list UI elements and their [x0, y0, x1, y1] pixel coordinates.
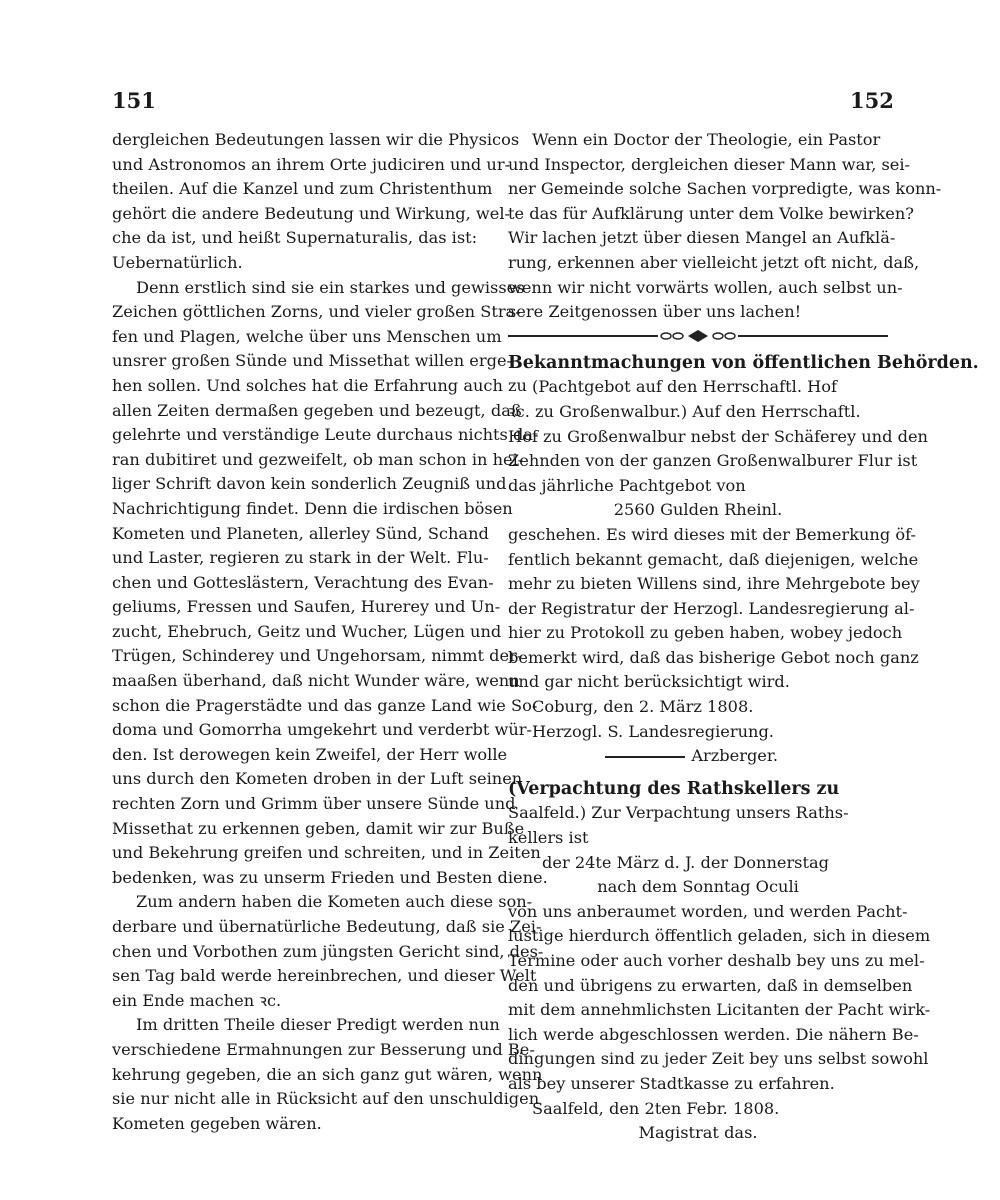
text-line: und gar nicht berücksichtigt wird.	[508, 672, 790, 692]
lease-amount: 2560 Gulden Rheinl.	[613, 500, 783, 520]
auction-term: der 24te März d. J. der Donnerstag	[542, 852, 830, 872]
auction-term: nach dem Sonntag Oculi	[597, 877, 799, 897]
notice-date: Saalfeld, den 2ten Febr. 1808.	[532, 1098, 780, 1118]
text-line: hen sollen. Und solches hat die Erfahrung auch zu	[112, 375, 527, 395]
text-line: den und übrigens zu erwarten, daß in demselben	[508, 975, 913, 995]
text-line: fentlich bekannt gemacht, daß diejenigen, welche	[508, 549, 919, 569]
text-line: ein Ende machen ꝛc.	[112, 990, 282, 1010]
text-line: sere Zeitgenossen über uns lachen!	[508, 302, 802, 322]
text-line: bemerkt wird, daß das bisherige Gebot noch ganz	[508, 647, 919, 667]
text-line: hier zu Protokoll zu geben haben, wobey jedoch	[508, 623, 903, 643]
section-heading: Bekanntmachungen von öffentlichen Behörden.	[508, 352, 979, 373]
text-line: Saalfeld.) Zur Verpachtung unsers Raths-	[508, 803, 849, 823]
text-line: das jährliche Pachtgebot von	[508, 475, 746, 495]
text-line: allen Zeiten dermaßen gegeben und bezeugt, daß	[112, 400, 522, 420]
text-line: Termine oder auch vorher deshalb bey uns zu mel-	[508, 951, 925, 970]
notice-signature	[508, 744, 888, 769]
text-line: Kometen gegeben wären.	[112, 1113, 322, 1133]
text-line: fen und Plagen, welche über uns Menschen um	[112, 326, 502, 346]
paragraph-start-line: Zum andern haben die Kometen auch diese son-	[136, 892, 533, 912]
text-line: maaßen überhand, daß nicht Wunder wäre, wenn	[112, 671, 520, 691]
text-line: Zeichen göttlichen Zorns, und vieler großen Stra-	[112, 302, 521, 322]
text-line: bedenken, was zu unserm Frieden und Besten diene.	[112, 867, 548, 887]
text-line: sen Tag bald werde hereinbrechen, und dieser Welt	[112, 966, 537, 986]
text-line: dergleichen Bedeutungen lassen wir die Physicos	[112, 130, 520, 149]
notice-authority: Herzogl. S. Landesregierung.	[532, 721, 774, 741]
notice-title-line: (Pachtgebot auf den Herrschaftl. Hof	[532, 377, 837, 397]
text-line: und Bekehrung greifen und schreiten, und in Zeiten	[112, 843, 541, 863]
text-line: gehört die andere Bedeutung und Wirkung, wel-	[112, 203, 510, 223]
right-column	[508, 128, 979, 1146]
notice-date: Coburg, den 2. März 1808.	[532, 697, 754, 717]
text-line: dingungen sind zu jeder Zeit bey uns selbst sowohl	[508, 1049, 929, 1069]
signature-rule	[605, 756, 685, 758]
text-line: sie nur nicht alle in Rücksicht auf den unschuldigen	[112, 1089, 540, 1109]
text-line: te das für Aufklärung unter dem Volke bewirken?	[508, 203, 914, 223]
text-line: derbare und übernatürliche Bedeutung, daß sie Zei-	[112, 917, 542, 936]
text-line: kellers ist	[508, 828, 589, 848]
text-line: che da ist, und heißt Supernaturalis, das ist:	[112, 228, 478, 248]
text-line: gelehrte und verständige Leute durchaus nichts da-	[112, 425, 539, 445]
text-line: zucht, Ehebruch, Geitz und Wucher, Lügen und	[112, 621, 502, 641]
notice-signature: Magistrat das.	[638, 1123, 758, 1143]
text-line: den. Ist derowegen kein Zweifel, der Herr wolle	[112, 744, 508, 764]
text-line: uns durch den Kometen droben in der Luft seinen	[112, 769, 523, 789]
text-line: von uns anberaumet worden, und werden Pacht-	[508, 901, 908, 921]
text-line: ꝛc. zu Großenwalbur.) Auf den Herrschaftl.	[508, 401, 861, 421]
text-line: Nachrichtigung findet. Denn die irdischen bösen	[112, 498, 513, 518]
text-line: Kometen und Planeten, allerley Sünd, Schand	[112, 523, 489, 543]
paragraph-start-line: Denn erstlich sind sie ein starkes und gewisses	[136, 277, 525, 297]
text-line: Wir lachen jetzt über diesen Mangel an Aufklä-	[508, 228, 896, 248]
text-line: ner Gemeinde solche Sachen vorpredigte, was konn-	[508, 179, 942, 199]
text-line: geliums, Fressen und Saufen, Hurerey und Un-	[112, 597, 501, 617]
page-number-right: 152	[850, 88, 894, 113]
paragraph-start-line: Wenn ein Doctor der Theologie, ein Pastor	[532, 130, 881, 149]
text-line: doma und Gomorrha umgekehrt und verderbt wür-	[112, 720, 533, 740]
text-line: wenn wir nicht vorwärts wollen, auch selbst un-	[508, 277, 903, 297]
paragraph-start-line: Im dritten Theile dieser Predigt werden nun	[136, 1015, 500, 1035]
text-line: unsrer großen Sünde und Missethat willen erge-	[112, 351, 513, 371]
text-line: rung, erkennen aber vielleicht jetzt oft nicht, daß,	[508, 252, 920, 272]
text-line: liger Schrift davon kein sonderlich Zeugniß und	[112, 474, 507, 494]
text-line: und Inspector, dergleichen dieser Mann war, sei-	[508, 154, 911, 174]
text-line: Uebernatürlich.	[112, 252, 243, 272]
page-number-left: 151	[112, 88, 156, 113]
text-line: schon die Pragerstädte und das ganze Land wie So-	[112, 695, 538, 715]
text-line: und Laster, regieren zu stark in der Welt. Flu-	[112, 548, 489, 568]
text-line: Trügen, Schinderey und Ungehorsam, nimmt der-	[112, 646, 523, 666]
text-line: mit dem annehmlichsten Licitanten der Pacht wirk-	[508, 1000, 931, 1020]
text-line: Missethat zu erkennen geben, damit wir zur Buße	[112, 818, 525, 838]
text-line: kehrung gegeben, die an sich ganz gut wären, wenn	[112, 1064, 543, 1084]
signature-name: Arzberger.	[691, 746, 778, 766]
text-line: lich werde abgeschlossen werden. Die nähern Be-	[508, 1024, 919, 1044]
text-line: verschiedene Ermahnungen zur Besserung und Be-	[112, 1039, 535, 1059]
text-line: rechten Zorn und Grimm über unsere Sünde und	[112, 794, 516, 814]
text-line: Zehnden von der ganzen Großenwalburer Flur ist	[508, 451, 918, 471]
ornamental-divider	[508, 327, 888, 345]
text-line: mehr zu bieten Willens sind, ihre Mehrgebote bey	[508, 574, 920, 594]
text-line: chen und Gotteslästern, Verachtung des Evan-	[112, 572, 494, 592]
text-line: Hof zu Großenwalbur nebst der Schäferey und den	[508, 426, 928, 446]
text-line: als bey unserer Stadtkasse zu erfahren.	[508, 1073, 835, 1093]
text-line: chen und Vorbothen zum jüngsten Gericht sind, des-	[112, 941, 544, 961]
left-column	[112, 128, 548, 1136]
notice-title-line: (Verpachtung des Rathskellers zu	[508, 778, 840, 799]
text-line: und Astronomos an ihrem Orte judiciren und ur-	[112, 154, 511, 174]
text-line: ran dubitiret und gezweifelt, ob man schon in hei-	[112, 449, 524, 469]
text-line: lustige hierdurch öffentlich geladen, sich in diesem	[508, 926, 931, 946]
text-line: der Registratur der Herzogl. Landesregierung al-	[508, 598, 915, 618]
text-line: theilen. Auf die Kanzel und zum Christenthum	[112, 179, 493, 199]
text-line: geschehen. Es wird dieses mit der Bemerkung öf-	[508, 524, 916, 544]
